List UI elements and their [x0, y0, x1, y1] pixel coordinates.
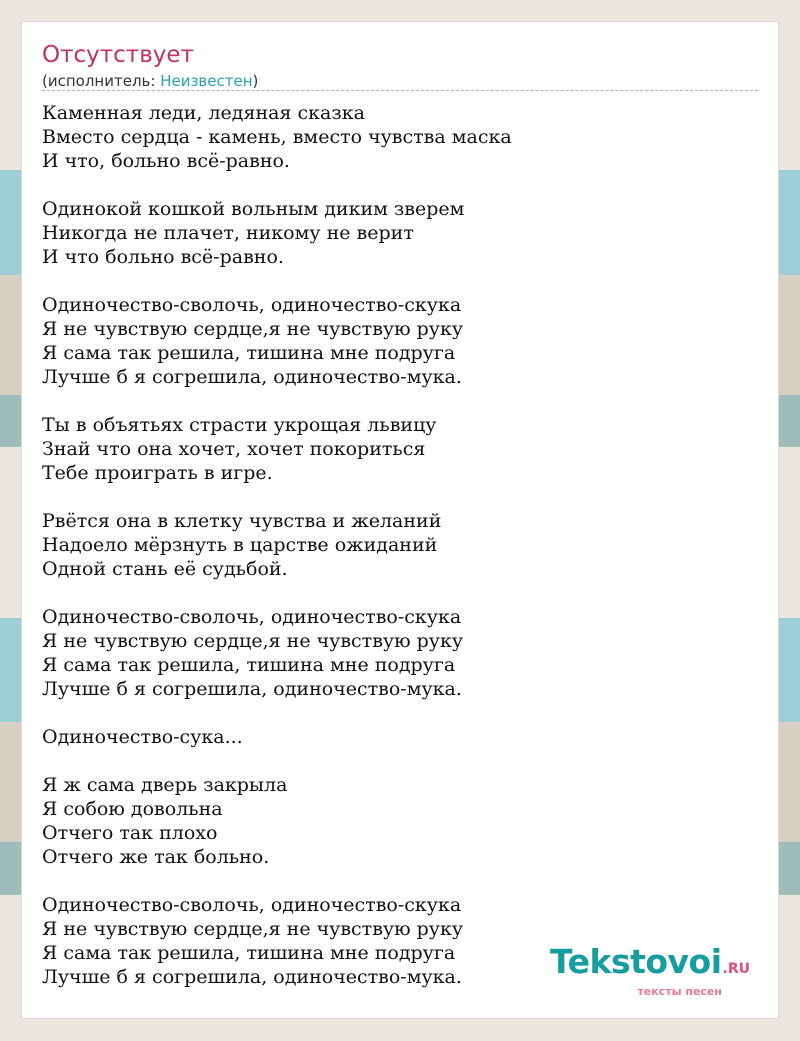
lyrics-line: Я ж сама дверь закрыла: [42, 774, 288, 796]
lyrics-blank-line: [42, 701, 758, 725]
lyrics-line: Одиночество-сволочь, одиночество-скука: [42, 894, 462, 916]
logo-name: Tekstovoi: [549, 942, 722, 981]
lyrics-line: Я сама так решила, тишина мне подруга: [42, 654, 456, 676]
lyrics-blank-line: [42, 269, 758, 293]
lyrics-line: Я не чувствую сердце,я не чувствую руку: [42, 318, 464, 340]
lyrics-line: Отчего так плохо: [42, 822, 218, 844]
logo-domain: .RU: [722, 961, 750, 977]
lyrics-line: Одиночество-сволочь, одиночество-скука: [42, 606, 462, 628]
lyrics-line: Каменная леди, ледяная сказка: [42, 102, 365, 124]
lyrics-line: Я не чувствую сердце,я не чувствую руку: [42, 630, 464, 652]
lyrics-line: Я собою довольна: [42, 798, 223, 820]
lyrics-line: Отчего же так больно.: [42, 846, 270, 868]
lyrics-line: Одинокой кошкой вольным диким зверем: [42, 198, 465, 220]
lyrics-line: И что, больно всё-равно.: [42, 150, 290, 172]
lyrics-line: Лучше б я согрешила, одиночество-мука.: [42, 366, 462, 388]
lyrics-line: Знай что она хочет, хочет покориться: [42, 438, 426, 460]
song-title: Отсутствует: [42, 42, 194, 68]
lyrics-line: Я сама так решила, тишина мне подруга: [42, 942, 456, 964]
logo-tagline: тексты песен: [637, 985, 722, 998]
lyrics-line: Лучше б я согрешила, одиночество-мука.: [42, 966, 462, 988]
lyrics-line: Я сама так решила, тишина мне подруга: [42, 342, 456, 364]
lyrics-line: Никогда не плачет, никому не верит: [42, 222, 414, 244]
lyrics-line: Тебе проиграть в игре.: [42, 462, 273, 484]
lyrics-blank-line: [42, 485, 758, 509]
lyrics-line: И что больно всё-равно.: [42, 246, 284, 268]
lyrics-blank-line: [42, 581, 758, 605]
lyrics-line: Одиночество-сука...: [42, 726, 243, 748]
lyrics-line: Ты в объятьях страсти укрощая львицу: [42, 414, 437, 436]
lyrics-card: [22, 22, 778, 1018]
lyrics-line: Одиночество-сволочь, одиночество-скука: [42, 294, 462, 316]
lyrics-line: Одной стань её судьбой.: [42, 558, 288, 580]
artist-prefix: (исполнитель:: [42, 72, 161, 90]
lyrics-blank-line: [42, 749, 758, 773]
lyrics-line: Надоело мёрзнуть в царстве ожиданий: [42, 534, 438, 556]
lyrics-line: Лучше б я согрешила, одиночество-мука.: [42, 678, 462, 700]
lyrics-line: Вместо сердца - камень, вместо чувства маска: [42, 126, 512, 148]
lyrics-line: Рвётся она в клетку чувства и желаний: [42, 510, 442, 532]
lyrics-line: Я не чувствую сердце,я не чувствую руку: [42, 918, 464, 940]
logo-wordmark: [549, 942, 750, 986]
artist-suffix: ): [252, 72, 259, 90]
artist-link[interactable]: Неизвестен: [160, 72, 253, 90]
lyrics-blank-line: [42, 869, 758, 893]
lyrics-blank-line: [42, 389, 758, 413]
site-logo[interactable]: [549, 942, 750, 998]
artist-line: [42, 71, 258, 91]
lyrics-text: [42, 101, 758, 989]
title-divider: [42, 90, 758, 91]
lyrics-blank-line: [42, 173, 758, 197]
